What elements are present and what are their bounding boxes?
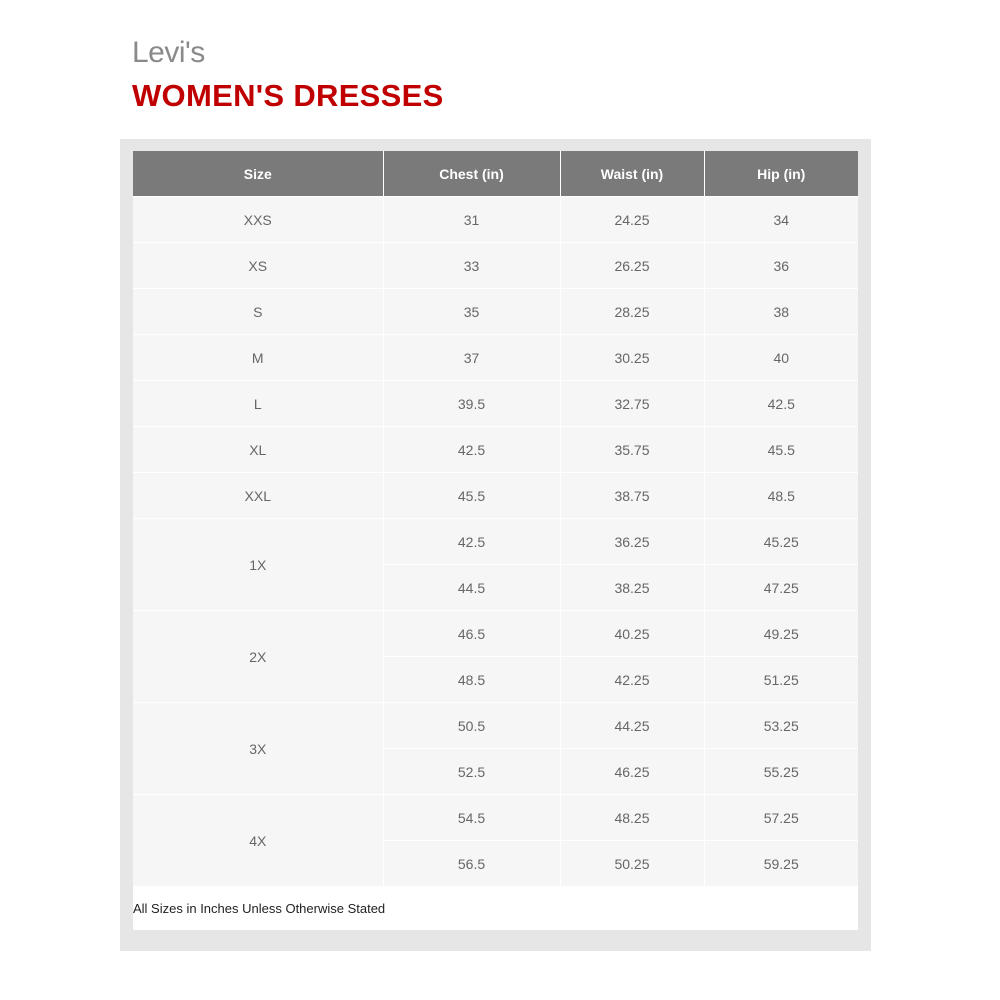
hip-cell: 49.25 (704, 611, 858, 657)
waist-cell: 48.25 (560, 795, 704, 841)
table-row (133, 289, 858, 335)
chest-cell: 42.5 (383, 427, 560, 473)
size-cell: XL (133, 427, 383, 473)
waist-cell: 38.75 (560, 473, 704, 519)
size-cell: S (133, 289, 383, 335)
waist-cell: 30.25 (560, 335, 704, 381)
chest-cell: 46.5 (383, 611, 560, 657)
table-row (133, 519, 858, 565)
footnote-text: All Sizes in Inches Unless Otherwise Stated (133, 886, 858, 930)
waist-cell: 26.25 (560, 243, 704, 289)
chest-cell: 35 (383, 289, 560, 335)
hip-cell: 45.5 (704, 427, 858, 473)
table-row (133, 335, 858, 381)
page-title: WOMEN'S DRESSES (132, 78, 444, 113)
size-cell: 4X (133, 795, 383, 887)
waist-cell: 50.25 (560, 841, 704, 887)
chest-cell: 42.5 (383, 519, 560, 565)
column-header-size: Size (133, 151, 383, 197)
chest-cell: 39.5 (383, 381, 560, 427)
size-cell: XXS (133, 197, 383, 243)
hip-cell: 38 (704, 289, 858, 335)
table-body (133, 197, 858, 931)
hip-cell: 45.25 (704, 519, 858, 565)
table-row (133, 795, 858, 841)
hip-cell: 55.25 (704, 749, 858, 795)
chest-cell: 56.5 (383, 841, 560, 887)
waist-cell: 46.25 (560, 749, 704, 795)
chest-cell: 48.5 (383, 657, 560, 703)
chest-cell: 50.5 (383, 703, 560, 749)
size-cell: L (133, 381, 383, 427)
hip-cell: 53.25 (704, 703, 858, 749)
waist-cell: 44.25 (560, 703, 704, 749)
waist-cell: 35.75 (560, 427, 704, 473)
waist-cell: 36.25 (560, 519, 704, 565)
waist-cell: 28.25 (560, 289, 704, 335)
hip-cell: 36 (704, 243, 858, 289)
size-cell: XXL (133, 473, 383, 519)
column-header-hip: Hip (in) (704, 151, 858, 197)
size-cell: M (133, 335, 383, 381)
waist-cell: 24.25 (560, 197, 704, 243)
size-cell: 3X (133, 703, 383, 795)
hip-cell: 34 (704, 197, 858, 243)
hip-cell: 51.25 (704, 657, 858, 703)
column-header-waist: Waist (in) (560, 151, 704, 197)
waist-cell: 32.75 (560, 381, 704, 427)
hip-cell: 48.5 (704, 473, 858, 519)
chest-cell: 45.5 (383, 473, 560, 519)
size-cell: XS (133, 243, 383, 289)
size-cell: 2X (133, 611, 383, 703)
waist-cell: 38.25 (560, 565, 704, 611)
table-row (133, 243, 858, 289)
waist-cell: 42.25 (560, 657, 704, 703)
chest-cell: 54.5 (383, 795, 560, 841)
hip-cell: 59.25 (704, 841, 858, 887)
chest-cell: 52.5 (383, 749, 560, 795)
hip-cell: 42.5 (704, 381, 858, 427)
table-header-row (133, 151, 858, 197)
table-row (133, 427, 858, 473)
size-chart-table (133, 151, 858, 930)
footnote-row (133, 886, 858, 930)
brand-logo-text: Levi's (132, 36, 205, 69)
table-row (133, 381, 858, 427)
chest-cell: 31 (383, 197, 560, 243)
chest-cell: 37 (383, 335, 560, 381)
table-row (133, 473, 858, 519)
column-header-chest: Chest (in) (383, 151, 560, 197)
table-row (133, 611, 858, 657)
size-cell: 1X (133, 519, 383, 611)
chest-cell: 44.5 (383, 565, 560, 611)
table-row (133, 197, 858, 243)
waist-cell: 40.25 (560, 611, 704, 657)
table-row (133, 703, 858, 749)
hip-cell: 57.25 (704, 795, 858, 841)
hip-cell: 47.25 (704, 565, 858, 611)
hip-cell: 40 (704, 335, 858, 381)
chest-cell: 33 (383, 243, 560, 289)
